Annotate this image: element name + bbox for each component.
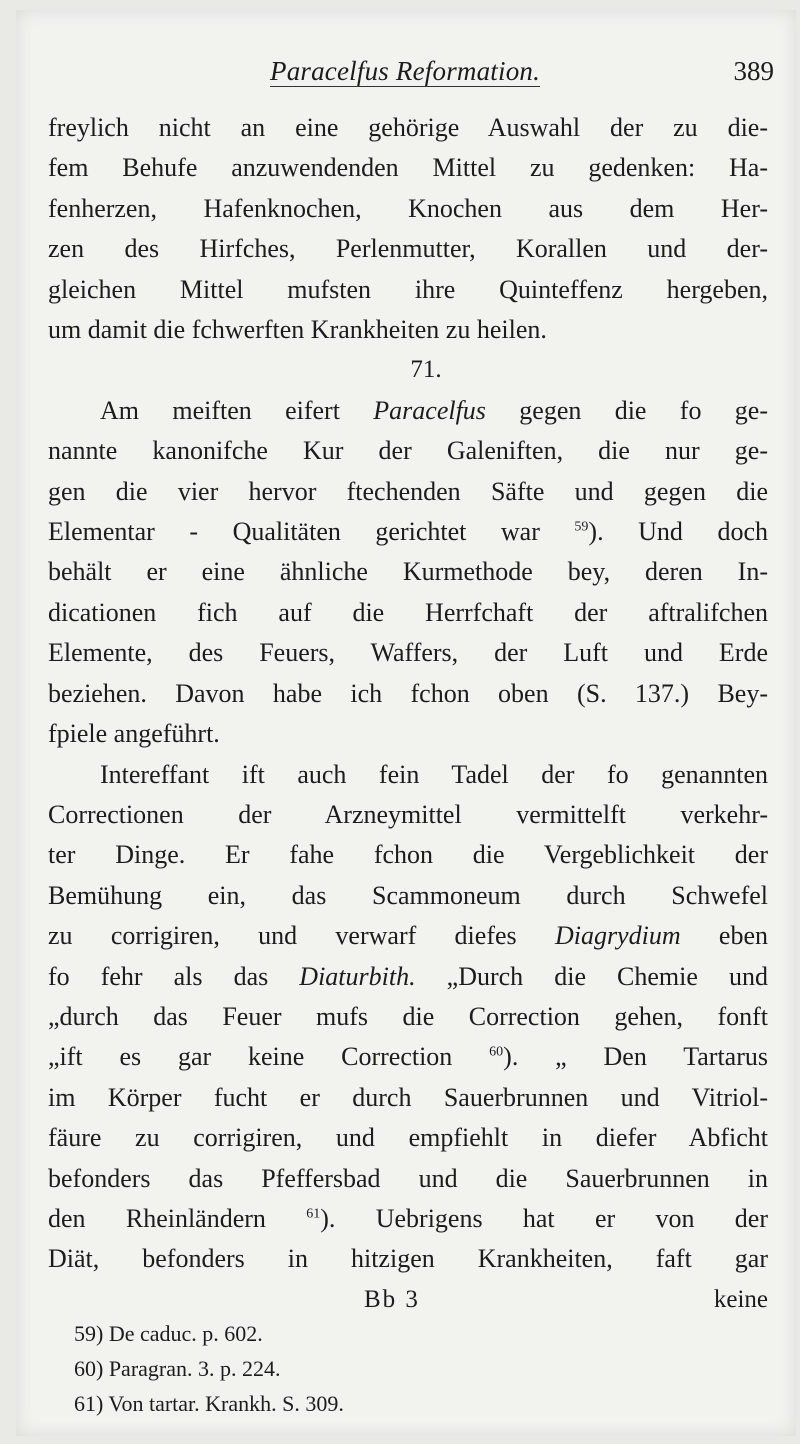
text-segment: fo fehr als das (48, 961, 300, 991)
text-line: Correctionen der Arzneymittel vermittelft verkehr- (48, 799, 768, 829)
text-line: zen des Hirfches, Perlenmutter, Korallen und der- (48, 234, 768, 264)
text-line: befonders das Pfeffersbad und die Sauerbrunnen in (48, 1163, 768, 1193)
page-number: 389 (733, 56, 774, 86)
text-line (48, 916, 768, 956)
drug-term: Diaturbith. (299, 961, 416, 991)
footnote-ref: 61 (306, 1206, 321, 1222)
footnote: 59) De caduc. p. 602. (74, 1321, 263, 1346)
text-segment: den Rheinländern (48, 1203, 307, 1233)
text-segment: Am meiften eifert (100, 395, 374, 425)
text-line: Bemühung ein, das Scammoneum durch Schwefel (48, 880, 768, 910)
text-segment: gegen die fo ge- (485, 395, 768, 425)
text-line: „durch das Feuer mufs die Correction gehen, fonft (48, 1001, 768, 1031)
person-name: Paracelfus (373, 395, 486, 425)
running-title: Paracelfus Reformation. (270, 56, 541, 86)
text-line: fäure zu corrigiren, und empfiehlt in diefer Abficht (48, 1123, 768, 1153)
signature-mark: Bb 3 (364, 1285, 420, 1313)
text-line: gleichen Mittel mufsten ihre Quinteffenz hergeben, (48, 274, 768, 304)
page-header (46, 52, 776, 92)
text-line: fem Behufe anzuwendenden Mittel zu gedenken: Ha- (48, 153, 768, 183)
text-segment: ). „ Den Tartarus (503, 1042, 768, 1072)
text-line (48, 512, 768, 552)
text-segment: Elementar - Qualitäten gerichtet war (48, 517, 575, 547)
footnote: 61) Von tartar. Krankh. S. 309. (74, 1391, 344, 1416)
text-line: beziehen. Davon habe ich fchon oben (S. 137.) Bey- (48, 678, 768, 708)
paragraph-1 (48, 108, 768, 350)
text-segment: ). Und doch (588, 517, 768, 547)
footnote-ref: 60 (489, 1044, 504, 1060)
text-segment: eben (680, 921, 768, 951)
text-line: behält er eine ähnliche Kurmethode bey, deren In- (48, 557, 768, 587)
text-line: fenherzen, Hafenknochen, Knochen aus dem Her- (48, 193, 768, 223)
text-line: gen die vier hervor ftechenden Säfte und gegen die (48, 476, 768, 506)
text-segment: zu corrigiren, und verwarf diefes (48, 921, 555, 951)
text-line: freylich nicht an eine gehörige Auswahl der zu die- (48, 113, 768, 142)
text-line: Intereffant ift auch fein Tadel der fo genannten (100, 759, 768, 789)
catchword: keine (713, 1285, 768, 1313)
text-line: nannte kanonifche Kur der Galeniften, die nur ge- (48, 436, 768, 466)
drug-term: Diagrydium (554, 921, 681, 951)
paragraph-3 (48, 755, 768, 1280)
footnotes (74, 1316, 494, 1421)
text-line (48, 1199, 768, 1239)
text-line: im Körper fucht er durch Sauerbrunnen und Vitriol- (48, 1082, 768, 1112)
footnote-ref: 59 (574, 519, 589, 535)
text-segment: „Durch die Chemie und (415, 961, 768, 991)
signature-row (48, 1280, 768, 1320)
section-number: 71. (410, 356, 442, 384)
footnote: 60) Paragran. 3. p. 224. (74, 1356, 281, 1381)
text-line: fpiele angeführt. (48, 719, 220, 749)
paragraph-2 (48, 391, 768, 755)
book-page (16, 10, 796, 1436)
text-line (48, 957, 768, 997)
body-text (48, 108, 768, 1320)
text-line: dicationen fich auf die Herrfchaft der aftralifchen (48, 597, 768, 627)
text-segment: ). Uebrigens hat er von der (320, 1203, 768, 1233)
text-line (48, 391, 768, 431)
text-line (48, 1037, 768, 1077)
text-line: Diät, befonders in hitzigen Krankheiten, faft gar (48, 1244, 768, 1274)
text-line: Elemente, des Feuers, Waffers, der Luft und Erde (48, 638, 768, 668)
text-line: um damit die fchwerften Krankheiten zu heilen. (48, 315, 547, 345)
text-line: ter Dinge. Er fahe fchon die Vergeblichkeit der (48, 840, 768, 870)
text-segment: „ift es gar keine Correction (48, 1042, 490, 1072)
